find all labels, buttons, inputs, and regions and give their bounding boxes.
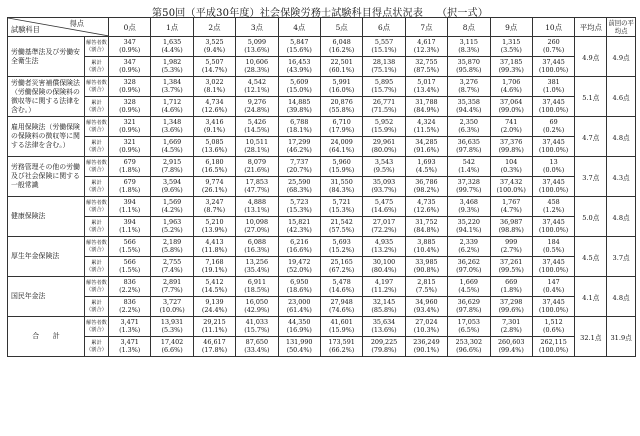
value-cell: 104 (0.3%)	[490, 157, 532, 177]
value-cell: 34,960 (93.4%)	[405, 297, 447, 317]
value-cell: 37,445 (100.0%)	[532, 217, 574, 237]
row-label-count: 解答者数 （割合）	[85, 317, 109, 337]
value-cell: 2,755 (7.4%)	[151, 257, 193, 277]
value-cell: 321 (0.9%)	[109, 137, 151, 157]
value-cell: 321 (0.9%)	[109, 117, 151, 137]
value-cell: 7,301 (2.8%)	[490, 317, 532, 337]
value-cell: 4,734 (12.6%)	[193, 97, 235, 117]
value-cell: 37,445 (100.0%)	[532, 137, 574, 157]
value-cell: 4,935 (13.2%)	[363, 237, 405, 257]
value-cell: 27,024 (10.3%)	[405, 317, 447, 337]
value-cell: 5,721 (15.3%)	[320, 197, 362, 217]
value-cell: 13,256 (35.4%)	[236, 257, 278, 277]
value-cell: 3,543 (9.5%)	[363, 157, 405, 177]
value-cell: 836 (2.2%)	[109, 277, 151, 297]
value-cell: 10,606 (28.3%)	[236, 57, 278, 77]
value-cell: 35,634 (13.6%)	[363, 317, 405, 337]
value-cell: 36,786 (98.2%)	[405, 177, 447, 197]
value-cell: 542 (1.4%)	[448, 157, 490, 177]
value-cell: 17,053 (6.5%)	[448, 317, 490, 337]
value-cell: 5,210 (13.9%)	[193, 217, 235, 237]
value-cell: 10,511 (28.1%)	[236, 137, 278, 157]
value-cell: 394 (1.1%)	[109, 197, 151, 217]
value-cell: 253,302 (96.6%)	[448, 337, 490, 357]
value-cell: 236,249 (90.1%)	[405, 337, 447, 357]
value-cell: 347 (0.9%)	[109, 57, 151, 77]
value-cell: 34,285 (91.6%)	[405, 137, 447, 157]
value-cell: 3,276 (8.7%)	[448, 77, 490, 97]
corner-subject-label: 試験科目	[11, 25, 40, 34]
value-cell: 1,963 (5.2%)	[151, 217, 193, 237]
prev-average-cell: 4.9点	[607, 37, 636, 77]
col-header: 5点	[320, 18, 362, 37]
value-cell: 394 (1.1%)	[109, 217, 151, 237]
average-cell: 4.9点	[575, 37, 607, 77]
value-cell: 836 (2.2%)	[109, 297, 151, 317]
table-row	[8, 37, 636, 57]
value-cell: 37,261 (99.5%)	[490, 257, 532, 277]
col-header: 2点	[193, 18, 235, 37]
value-cell: 1,348 (3.6%)	[151, 117, 193, 137]
value-cell: 1,569 (4.2%)	[151, 197, 193, 217]
value-cell: 25,590 (68.3%)	[278, 177, 320, 197]
value-cell: 21,542 (57.5%)	[320, 217, 362, 237]
value-cell: 5,017 (13.4%)	[405, 77, 447, 97]
average-cell: 4.7点	[575, 117, 607, 157]
average-cell: 5.1点	[575, 77, 607, 117]
value-cell: 37,376 (99.8%)	[490, 137, 532, 157]
value-cell: 3,022 (8.1%)	[193, 77, 235, 97]
row-label-cumulative: 累計 （割合）	[85, 97, 109, 117]
average-cell: 5.0点	[575, 197, 607, 237]
value-cell: 29,215 (11.1%)	[193, 317, 235, 337]
value-cell: 1,767 (4.7%)	[490, 197, 532, 217]
value-cell: 328 (0.9%)	[109, 77, 151, 97]
value-cell: 37,445 (100.0%)	[532, 177, 574, 197]
value-cell: 3,525 (9.4%)	[193, 37, 235, 57]
value-cell: 1,512 (0.6%)	[532, 317, 574, 337]
value-cell: 458 (1.2%)	[532, 197, 574, 217]
col-header: 8点	[448, 18, 490, 37]
value-cell: 16,453 (43.9%)	[278, 57, 320, 77]
value-cell: 30,100 (80.4%)	[363, 257, 405, 277]
value-cell: 17,402 (6.6%)	[151, 337, 193, 357]
prev-avg-header: 前回の平均点	[608, 19, 634, 35]
value-cell: 3,115 (8.3%)	[448, 37, 490, 57]
value-cell: 6,216 (16.6%)	[278, 237, 320, 257]
value-cell: 37,445 (100.0%)	[532, 97, 574, 117]
value-cell: 27,017 (72.2%)	[363, 217, 405, 237]
value-cell: 32,755 (87.5%)	[405, 57, 447, 77]
value-cell: 4,324 (11.5%)	[405, 117, 447, 137]
row-label-count: 解答者数 （割合）	[85, 37, 109, 57]
row-label-cumulative: 累計 （割合）	[85, 337, 109, 357]
row-label-count: 解答者数 （割合）	[85, 77, 109, 97]
value-cell: 347 (0.9%)	[109, 37, 151, 57]
value-cell: 4,197 (11.2%)	[363, 277, 405, 297]
value-cell: 4,888 (13.1%)	[236, 197, 278, 217]
value-cell: 17,299 (46.2%)	[278, 137, 320, 157]
table-row	[8, 197, 636, 217]
subject-name: 労働基準法及び労働安全衛生法	[8, 37, 85, 77]
value-cell: 3,416 (9.1%)	[193, 117, 235, 137]
value-cell: 9,276 (24.8%)	[236, 97, 278, 117]
prev-average-cell: 31.9点	[607, 317, 636, 357]
row-label-count: 解答者数 （割合）	[85, 117, 109, 137]
value-cell: 3,471 (1.3%)	[109, 317, 151, 337]
value-cell: 36,262 (97.0%)	[448, 257, 490, 277]
value-cell: 2,815 (7.5%)	[405, 277, 447, 297]
value-cell: 131,990 (50.4%)	[278, 337, 320, 357]
value-cell: 41,033 (15.7%)	[236, 317, 278, 337]
col-header: 10点	[532, 18, 574, 37]
value-cell: 69 (0.2%)	[532, 117, 574, 137]
value-cell: 44,350 (16.9%)	[278, 317, 320, 337]
value-cell: 5,412 (14.5%)	[193, 277, 235, 297]
value-cell: 3,594 (9.6%)	[151, 177, 193, 197]
value-cell: 37,185 (99.3%)	[490, 57, 532, 77]
value-cell: 36,635 (97.8%)	[448, 137, 490, 157]
value-cell: 5,507 (14.7%)	[193, 57, 235, 77]
value-cell: 5,478 (14.6%)	[320, 277, 362, 297]
value-cell: 5,693 (15.2%)	[320, 237, 362, 257]
value-cell: 36,987 (98.8%)	[490, 217, 532, 237]
subject-name: 厚生年金保険法	[8, 237, 85, 277]
value-cell: 260 (0.7%)	[532, 37, 574, 57]
subject-name: 合 計	[8, 317, 85, 357]
value-cell: 37,298 (99.6%)	[490, 297, 532, 317]
subject-name: 労務管理その他の労働及び社会保険に関する一般常識	[8, 157, 85, 197]
value-cell: 31,788 (84.9%)	[405, 97, 447, 117]
value-cell: 14,885 (39.8%)	[278, 97, 320, 117]
table-body	[8, 37, 636, 357]
value-cell: 5,475 (14.6%)	[363, 197, 405, 217]
value-cell: 5,609 (15.0%)	[278, 77, 320, 97]
value-cell: 26,771 (71.5%)	[363, 97, 405, 117]
prev-average-cell: 4.8点	[607, 117, 636, 157]
value-cell: 209,225 (79.8%)	[363, 337, 405, 357]
value-cell: 1,712 (4.6%)	[151, 97, 193, 117]
value-cell: 5,099 (13.6%)	[236, 37, 278, 57]
subject-name: 雇用保険法（労働保険の保険料の徴収等に関する法律を含む。）	[8, 117, 85, 157]
value-cell: 35,220 (94.1%)	[448, 217, 490, 237]
value-cell: 25,165 (67.2%)	[320, 257, 362, 277]
value-cell: 15,821 (42.3%)	[278, 217, 320, 237]
value-cell: 147 (0.4%)	[532, 277, 574, 297]
value-cell: 6,048 (16.2%)	[320, 37, 362, 57]
table-row	[8, 217, 636, 237]
value-cell: 184 (0.5%)	[532, 237, 574, 257]
table-row	[8, 177, 636, 197]
col-header: 9点	[490, 18, 532, 37]
col-header: 4点	[278, 18, 320, 37]
value-cell: 37,445 (100.0%)	[532, 257, 574, 277]
col-header: 7点	[405, 18, 447, 37]
value-cell: 5,991 (16.0%)	[320, 77, 362, 97]
subject-name: 健康保険法	[8, 197, 85, 237]
value-cell: 2,189 (5.8%)	[151, 237, 193, 257]
row-label-cumulative: 累計 （割合）	[85, 257, 109, 277]
value-cell: 31,752 (84.8%)	[405, 217, 447, 237]
value-cell: 35,358 (94.4%)	[448, 97, 490, 117]
value-cell: 2,350 (6.3%)	[448, 117, 490, 137]
value-cell: 35,870 (95.8%)	[448, 57, 490, 77]
value-cell: 22,501 (60.1%)	[320, 57, 362, 77]
value-cell: 5,895 (15.7%)	[363, 77, 405, 97]
value-cell: 37,432 (100.0%)	[490, 177, 532, 197]
value-cell: 679 (1.8%)	[109, 177, 151, 197]
table-row	[8, 157, 636, 177]
value-cell: 5,847 (15.6%)	[278, 37, 320, 57]
prev-average-cell: 4.8点	[607, 277, 636, 317]
value-cell: 17,853 (47.7%)	[236, 177, 278, 197]
table-row	[8, 77, 636, 97]
corner-points-label: 得点	[69, 19, 84, 28]
value-cell: 24,009 (64.1%)	[320, 137, 362, 157]
value-cell: 29,961 (80.0%)	[363, 137, 405, 157]
value-cell: 6,710 (17.9%)	[320, 117, 362, 137]
average-cell: 4.5点	[575, 237, 607, 277]
score-table	[7, 17, 636, 357]
average-cell: 4.1点	[575, 277, 607, 317]
value-cell: 566 (1.5%)	[109, 237, 151, 257]
value-cell: 1,669 (4.5%)	[151, 137, 193, 157]
value-cell: 10,098 (27.0%)	[236, 217, 278, 237]
value-cell: 6,180 (16.5%)	[193, 157, 235, 177]
value-cell: 87,650 (33.4%)	[236, 337, 278, 357]
value-cell: 37,445 (100.0%)	[532, 297, 574, 317]
value-cell: 6,088 (16.3%)	[236, 237, 278, 257]
subject-name: 労働者災害補償保険法（労働保険の保険料の徴収等に関する法律を含む。）	[8, 77, 85, 117]
value-cell: 36,629 (97.8%)	[448, 297, 490, 317]
value-cell: 2,915 (7.8%)	[151, 157, 193, 177]
value-cell: 1,384 (3.7%)	[151, 77, 193, 97]
value-cell: 23,000 (61.4%)	[278, 297, 320, 317]
value-cell: 6,788 (18.1%)	[278, 117, 320, 137]
value-cell: 5,557 (15.1%)	[363, 37, 405, 57]
title-text: 第50回（平成30年度）社会保険労務士試験科目得点状況表	[151, 8, 424, 19]
value-cell: 13,931 (5.3%)	[151, 317, 193, 337]
value-cell: 679 (1.8%)	[109, 157, 151, 177]
col-header: 0点	[109, 18, 151, 37]
col-header: 3点	[236, 18, 278, 37]
row-label-cumulative: 累計 （割合）	[85, 297, 109, 317]
value-cell: 5,960 (15.9%)	[320, 157, 362, 177]
header-row	[8, 18, 636, 37]
col-header: 6点	[363, 18, 405, 37]
value-cell: 5,085 (13.6%)	[193, 137, 235, 157]
table-row	[8, 257, 636, 277]
value-cell: 19,472 (52.0%)	[278, 257, 320, 277]
table-row	[8, 317, 636, 337]
value-cell: 3,885 (10.4%)	[405, 237, 447, 257]
table-row	[8, 137, 636, 157]
table-row	[8, 57, 636, 77]
value-cell: 4,413 (11.8%)	[193, 237, 235, 257]
col-header: 1点	[151, 18, 193, 37]
prev-average-cell: 4.8点	[607, 197, 636, 237]
row-label-cumulative: 累計 （割合）	[85, 137, 109, 157]
corner-cell	[8, 18, 109, 37]
value-cell: 1,693 (4.5%)	[405, 157, 447, 177]
value-cell: 13 (0.0%)	[532, 157, 574, 177]
table-row	[8, 97, 636, 117]
value-cell: 3,247 (8.7%)	[193, 197, 235, 217]
row-label-count: 解答者数 （割合）	[85, 277, 109, 297]
table-row	[8, 237, 636, 257]
value-cell: 2,891 (7.7%)	[151, 277, 193, 297]
value-cell: 37,064 (99.0%)	[490, 97, 532, 117]
avg-header: 平均点	[575, 18, 607, 37]
value-cell: 5,426 (14.5%)	[236, 117, 278, 137]
prev-average-cell: 4.6点	[607, 77, 636, 117]
value-cell: 2,339 (6.2%)	[448, 237, 490, 257]
average-cell: 3.7点	[575, 157, 607, 197]
table-row	[8, 277, 636, 297]
table-row	[8, 117, 636, 137]
prev-average-cell: 3.7点	[607, 237, 636, 277]
value-cell: 41,601 (15.9%)	[320, 317, 362, 337]
value-cell: 46,617 (17.8%)	[193, 337, 235, 357]
value-cell: 37,445 (100.0%)	[532, 57, 574, 77]
value-cell: 1,315 (3.5%)	[490, 37, 532, 57]
value-cell: 7,737 (20.7%)	[278, 157, 320, 177]
value-cell: 16,050 (42.9%)	[236, 297, 278, 317]
value-cell: 173,591 (66.2%)	[320, 337, 362, 357]
prev-average-cell: 4.3点	[607, 157, 636, 197]
value-cell: 328 (0.9%)	[109, 97, 151, 117]
row-label-cumulative: 累計 （割合）	[85, 57, 109, 77]
row-label-count: 解答者数 （割合）	[85, 197, 109, 217]
value-cell: 37,328 (99.7%)	[448, 177, 490, 197]
value-cell: 28,138 (75.1%)	[363, 57, 405, 77]
value-cell: 33,985 (90.8%)	[405, 257, 447, 277]
value-cell: 3,468 (9.3%)	[448, 197, 490, 217]
value-cell: 8,079 (21.6%)	[236, 157, 278, 177]
value-cell: 27,948 (74.6%)	[320, 297, 362, 317]
value-cell: 1,635 (4.4%)	[151, 37, 193, 57]
table-row	[8, 297, 636, 317]
value-cell: 1,669 (4.5%)	[448, 277, 490, 297]
table-row	[8, 337, 636, 357]
value-cell: 381 (1.0%)	[532, 77, 574, 97]
value-cell: 262,115 (100.0%)	[532, 337, 574, 357]
value-cell: 4,735 (12.6%)	[405, 197, 447, 217]
value-cell: 741 (2.0%)	[490, 117, 532, 137]
average-cell: 32.1点	[575, 317, 607, 357]
row-label-cumulative: 累計 （割合）	[85, 177, 109, 197]
value-cell: 9,774 (26.1%)	[193, 177, 235, 197]
value-cell: 1,982 (5.3%)	[151, 57, 193, 77]
value-cell: 4,542 (12.1%)	[236, 77, 278, 97]
value-cell: 31,550 (84.3%)	[320, 177, 362, 197]
value-cell: 9,139 (24.4%)	[193, 297, 235, 317]
value-cell: 7,168 (19.1%)	[193, 257, 235, 277]
value-cell: 32,145 (85.8%)	[363, 297, 405, 317]
value-cell: 1,706 (4.6%)	[490, 77, 532, 97]
row-label-count: 解答者数 （割合）	[85, 237, 109, 257]
value-cell: 4,617 (12.3%)	[405, 37, 447, 57]
value-cell: 5,952 (15.9%)	[363, 117, 405, 137]
subtitle-text: （択一式）	[437, 8, 489, 19]
subject-name: 国民年金法	[8, 277, 85, 317]
value-cell: 35,093 (93.7%)	[363, 177, 405, 197]
value-cell: 6,911 (18.5%)	[236, 277, 278, 297]
value-cell: 3,727 (10.0%)	[151, 297, 193, 317]
value-cell: 260,603 (99.4%)	[490, 337, 532, 357]
value-cell: 566 (1.5%)	[109, 257, 151, 277]
value-cell: 6,950 (18.6%)	[278, 277, 320, 297]
value-cell: 5,723 (15.3%)	[278, 197, 320, 217]
value-cell: 3,471 (1.3%)	[109, 337, 151, 357]
value-cell: 20,876 (55.8%)	[320, 97, 362, 117]
row-label-cumulative: 累計 （割合）	[85, 217, 109, 237]
row-label-count: 解答者数 （割合）	[85, 157, 109, 177]
value-cell: 669 (1.8%)	[490, 277, 532, 297]
value-cell: 999 (2.7%)	[490, 237, 532, 257]
